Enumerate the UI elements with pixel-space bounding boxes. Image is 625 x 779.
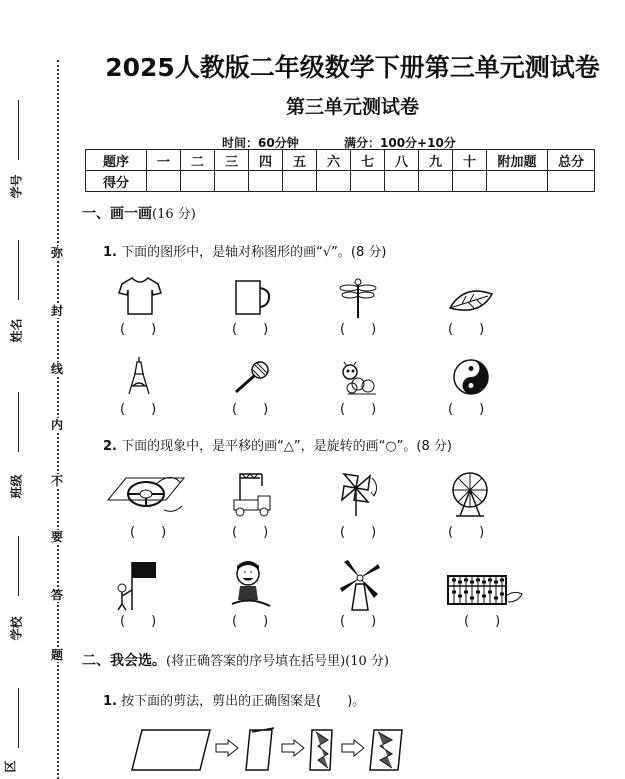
seal-char: 答 <box>51 588 64 602</box>
crane-truck-icon <box>230 470 274 518</box>
section-2-note: (将正确答案的序号填在括号里)(10 分) <box>166 654 389 669</box>
ferris-wheel-icon <box>448 470 492 518</box>
question-number: 1. <box>103 694 117 709</box>
score-input-cell[interactable] <box>487 171 548 192</box>
score-input-cell[interactable] <box>147 171 181 192</box>
dragonfly-icon <box>340 276 376 320</box>
abacus-icon <box>446 572 526 608</box>
question-text: 按下面的剪法，剪出的正确图案是( )。 <box>121 694 366 709</box>
binding-line <box>18 240 19 300</box>
table-cell: 一 <box>147 150 181 171</box>
binding-line <box>18 688 19 748</box>
question-1-1 <box>103 241 386 260</box>
answer-paren[interactable]: ( ) <box>448 322 485 337</box>
eiffel-tower-icon <box>126 356 152 396</box>
score-input-cell[interactable] <box>249 171 283 192</box>
answer-paren[interactable]: ( ) <box>232 614 269 629</box>
t-shirt-icon <box>118 276 162 316</box>
table-cell: 总分 <box>548 150 595 171</box>
seal-char: 弥 <box>51 246 64 260</box>
answer-paren[interactable]: ( ) <box>232 322 269 337</box>
page-title: 2025人教版二年级数学下册第三单元测试卷 <box>105 53 600 82</box>
question-text: 下面的图形中，是轴对称图形的画“√”。(8 分) <box>121 245 387 260</box>
answer-paren[interactable]: ( ) <box>120 322 157 337</box>
score-input-cell[interactable] <box>181 171 215 192</box>
page-subtitle: 第三单元测试卷 <box>285 96 419 118</box>
table-cell: 二 <box>181 150 215 171</box>
question-number: 2. <box>103 439 117 454</box>
answer-paren[interactable]: ( ) <box>340 322 377 337</box>
table-cell: 题序 <box>86 150 147 171</box>
score-input-cell[interactable] <box>215 171 249 192</box>
seal-char: 线 <box>51 362 64 376</box>
score-input-cell[interactable] <box>453 171 487 192</box>
score-table-header-row <box>86 150 595 171</box>
pinwheel-icon <box>338 470 382 518</box>
score-input-cell[interactable] <box>548 171 595 192</box>
flag-raising-icon <box>112 560 158 612</box>
answer-paren[interactable]: ( ) <box>448 402 485 417</box>
seal-char: 要 <box>51 530 64 544</box>
steering-wheel-icon <box>106 470 186 518</box>
score-input-cell[interactable] <box>283 171 317 192</box>
score-table-score-row <box>86 171 595 192</box>
question-text: 下面的现象中，是平移的画“△”，是旋转的画“○”。(8 分) <box>121 439 452 454</box>
exam-time: 时间：60分钟 <box>222 136 299 150</box>
answer-paren[interactable]: ( ) <box>340 525 377 540</box>
table-cell: 附加题 <box>487 150 548 171</box>
binding-line <box>18 100 19 160</box>
table-cell: 九 <box>419 150 453 171</box>
school-label: 学校 <box>9 616 24 641</box>
section-2-title <box>82 650 389 670</box>
caterpillar-icon <box>340 362 380 396</box>
binding-line <box>18 536 19 596</box>
question-number: 1. <box>103 245 117 260</box>
table-cell: 五 <box>283 150 317 171</box>
answer-paren[interactable]: ( ) <box>448 525 485 540</box>
seal-char: 内 <box>51 418 64 432</box>
score-input-cell[interactable] <box>317 171 351 192</box>
section-2-heading: 二、我会选。 <box>82 653 166 669</box>
question-1-2 <box>103 435 452 454</box>
answer-paren[interactable]: ( ) <box>464 614 501 629</box>
binding-line <box>18 392 19 452</box>
answer-paren[interactable]: ( ) <box>232 402 269 417</box>
answer-paren[interactable]: ( ) <box>130 525 167 540</box>
section-1-heading: 一、画一画 <box>82 206 152 222</box>
answer-paren[interactable]: ( ) <box>340 402 377 417</box>
section-1-points: (16 分) <box>152 207 196 222</box>
answer-paren[interactable]: ( ) <box>340 614 377 629</box>
table-cell: 三 <box>215 150 249 171</box>
answer-paren[interactable]: ( ) <box>120 402 157 417</box>
question-2-1 <box>103 690 365 709</box>
mug-icon <box>232 278 272 318</box>
seal-char: 题 <box>51 648 64 662</box>
paper-cutting-steps-diagram <box>132 724 422 774</box>
yin-yang-icon <box>452 358 490 396</box>
answer-paren[interactable]: ( ) <box>232 525 269 540</box>
slide-icon <box>228 560 274 612</box>
score-input-cell[interactable] <box>385 171 419 192</box>
score-input-cell[interactable] <box>351 171 385 192</box>
table-cell: 六 <box>317 150 351 171</box>
class-label: 班级 <box>9 474 24 499</box>
table-cell: 四 <box>249 150 283 171</box>
score-table <box>85 149 595 192</box>
score-input-cell[interactable] <box>419 171 453 192</box>
table-cell: 得分 <box>86 171 147 192</box>
table-cell: 七 <box>351 150 385 171</box>
windmill-icon <box>338 558 384 612</box>
answer-paren[interactable]: ( ) <box>120 614 157 629</box>
seal-char: 封 <box>51 304 64 318</box>
leaf-icon <box>448 288 494 316</box>
student-id-label: 学号 <box>9 174 24 199</box>
table-cell: 十 <box>453 150 487 171</box>
name-label: 姓名 <box>9 318 24 343</box>
section-1-title <box>82 203 196 223</box>
seal-char: 不 <box>51 474 64 488</box>
badminton-racket-icon <box>232 360 272 396</box>
full-score: 满分：100分+10分 <box>344 136 456 150</box>
table-cell: 八 <box>385 150 419 171</box>
district-label: 区 <box>3 760 18 773</box>
